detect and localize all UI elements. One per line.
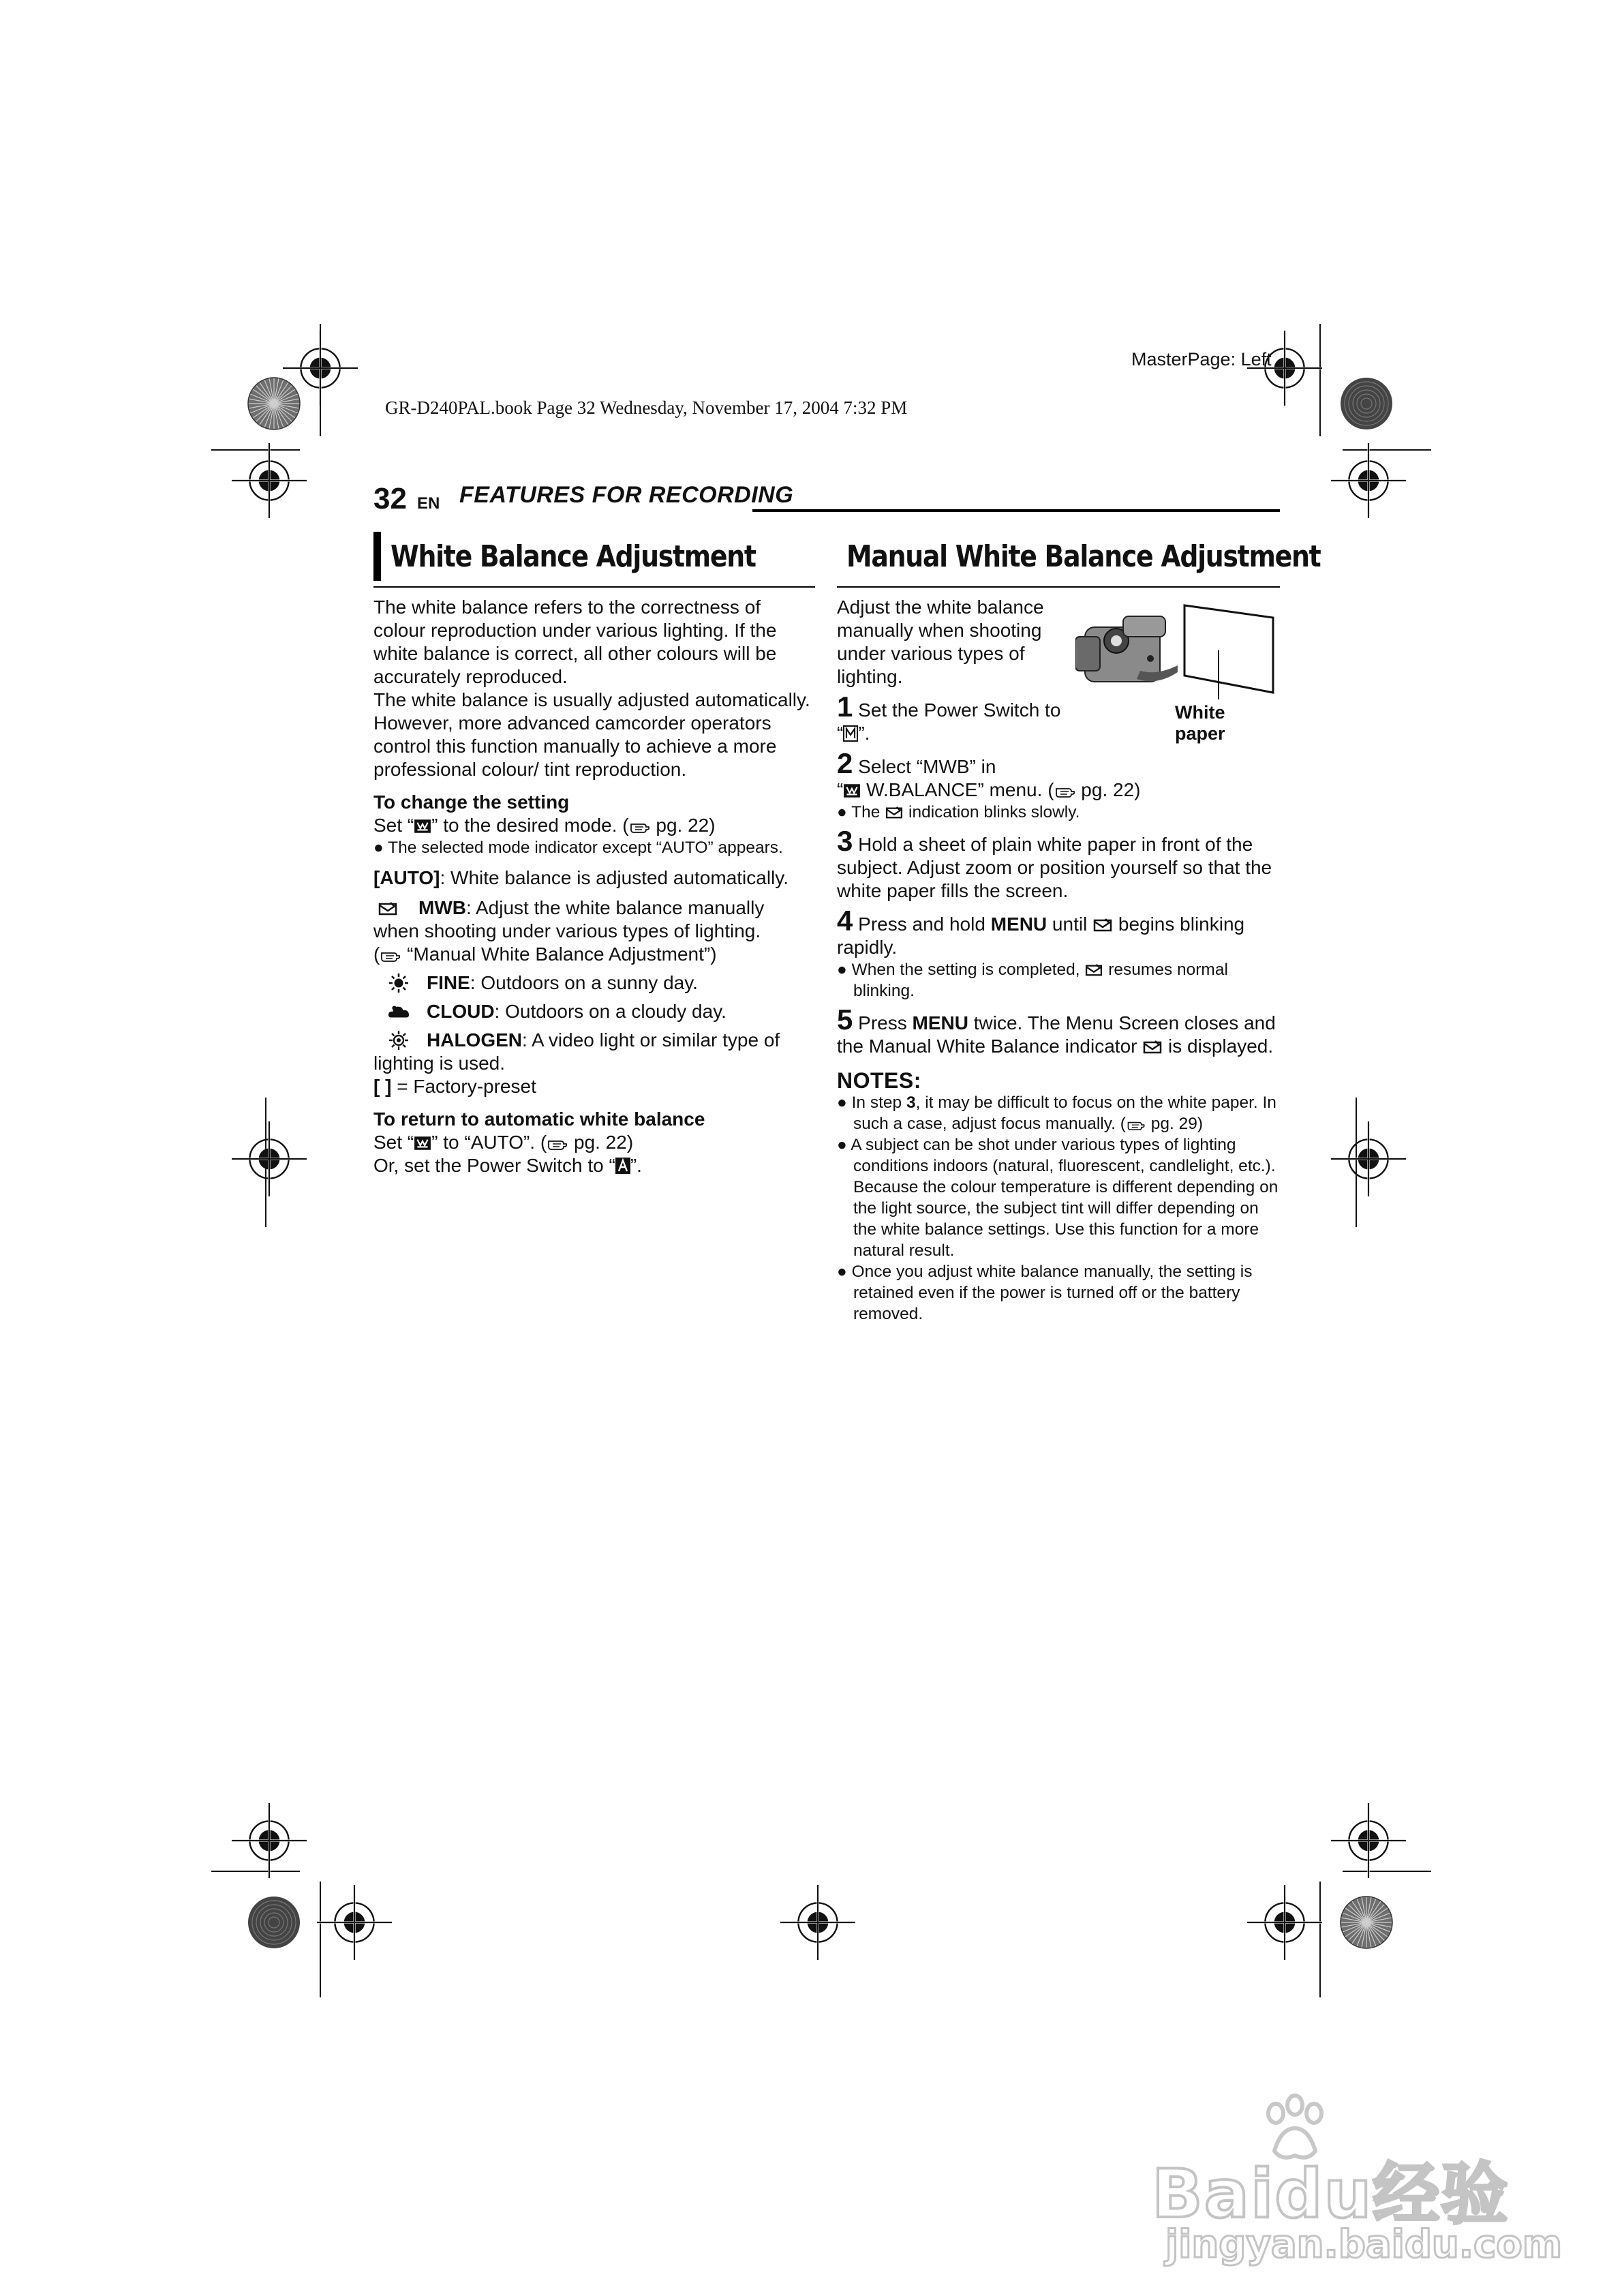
figure-label: White paper [1175, 702, 1225, 744]
intro-paragraph-1: The white balance refers to the correctness of colour reproduction under various lighting. If the white balance is correct, all other colours will be accurately reproduced. [373, 596, 777, 687]
change-bullet: ● The selected mode indicator except “AUTO” appears. [373, 839, 783, 857]
master-page-label: MasterPage: Left [1131, 349, 1272, 369]
halogen-option: HALOGEN: A video light or similar type of lighting is used. [373, 1029, 780, 1074]
note-2: ● A subject can be shot under various types of lighting conditions indoors (natural, fluorescent, candlelight, etc.). Because the colour temperature is different depending on the light source, the subject tint will differ depending on the white balance settings. Use this function for a more natural result. [837, 1136, 1279, 1260]
notes-heading: NOTES: [837, 1068, 921, 1093]
step-1: 1 Set the Power Switch to “ ”. [837, 691, 1061, 744]
fine-option: FINE: Outdoors on a sunny day. [373, 971, 815, 995]
section-heading-left [373, 532, 815, 581]
mwb-option: MWB: Adjust the white balance manually when shooting under various types of lighting. [373, 897, 765, 941]
step-3: 3 Hold a sheet of plain white paper in front of the subject. Adjust zoom or position yourself so that the white paper fills the screen. [837, 825, 1272, 901]
mwb-icon [1142, 1040, 1163, 1055]
cloud-option: CLOUD: Outdoors on a cloudy day. [373, 1000, 815, 1023]
left-column [373, 532, 815, 1177]
change-instruction: Set “ ” to the desired mode. ( pg. 22) [373, 815, 716, 836]
header-rule [752, 509, 1280, 512]
mwb-icon [378, 901, 398, 916]
section-heading-right [837, 532, 1321, 581]
return-instruction: Set “ ” to “AUTO”. ( pg. 22) [373, 1132, 634, 1153]
book-info: GR-D240PAL.book Page 32 Wednesday, November 17, 2004 7:32 PM [385, 397, 908, 418]
mode-m-icon [843, 725, 858, 742]
halogen-icon [388, 1030, 409, 1051]
return-power-switch: Or, set the Power Switch to “ ”. [373, 1155, 642, 1176]
camcorder-illustration [1075, 597, 1280, 699]
note-1: ● In step 3, it may be difficult to focus on the white paper. In such a case, adjust focus manually. ( pg. 29) [837, 1093, 1276, 1133]
note-3: ● Once you adjust white balance manually, the setting is retained even if the power is turned off or the battery removed. [837, 1263, 1253, 1323]
watermark-logo: Baidu经验 [1152, 2156, 1510, 2233]
menu-wb-icon [414, 1136, 431, 1151]
factory-preset-note: [ ] = Factory-preset [373, 1076, 536, 1097]
camcorder-figure [1075, 597, 1280, 747]
menu-wb-icon [843, 783, 861, 798]
step-5: 5 Press MENU twice. The Menu Screen closes and the Manual White Balance indicator is displayed. [837, 1003, 1276, 1057]
mwb-icon [1092, 918, 1113, 933]
section-rule [373, 586, 815, 588]
section-rule [837, 586, 1280, 588]
watermark-url: jingyan.baidu.com [1165, 2222, 1563, 2267]
pointing-hand-icon [1054, 786, 1076, 798]
heading-bar [373, 532, 381, 581]
mwb-icon [1084, 963, 1103, 977]
page-header [373, 479, 1280, 520]
intro-paragraph-2: The white balance is usually adjusted automatically. However, more advanced camcorder operators control this function manually to achieve a more professional colour/ tint reproduction. [373, 689, 810, 780]
mwb-reference: ( “Manual White Balance Adjustment”) [373, 943, 717, 965]
step-2: 2 Select “MWB” in [837, 747, 996, 779]
baidu-watermark [1152, 2093, 1574, 2270]
menu-wb-icon [414, 819, 431, 834]
mwb-icon [885, 806, 904, 819]
pointing-hand-icon [629, 821, 651, 834]
step-2-bullet: ● The indication blinks slowly. [837, 803, 1080, 821]
chapter-title: FEATURES FOR RECORDING [459, 482, 794, 508]
language-code: EN [417, 494, 440, 513]
pointing-hand-icon [1126, 1120, 1146, 1131]
step-2-menu: “ W.BALANCE” menu. ( pg. 22) [837, 779, 1141, 800]
step-4-bullet: ● When the setting is completed, resumes normal blinking. [837, 961, 1228, 1000]
step-4: 4 Press and hold MENU until begins blinking rapidly. [837, 905, 1245, 958]
subheading-return: To return to automatic white balance [373, 1108, 705, 1130]
intro-paragraph: Adjust the white balance manually when shooting under various types of lighting. [837, 596, 1044, 687]
right-column [837, 532, 1321, 1325]
section-title: White Balance Adjustment [391, 539, 756, 574]
subheading-change: To change the setting [373, 791, 570, 813]
mode-a-icon [615, 1158, 630, 1174]
pointing-hand-icon [380, 950, 401, 963]
sun-icon [388, 973, 409, 993]
section-title: Manual White Balance Adjustment [846, 539, 1321, 574]
auto-option: [AUTO]: White balance is adjusted automatically. [373, 867, 789, 888]
page-number: 32 [373, 482, 407, 515]
cloud-icon [387, 1003, 410, 1021]
pointing-hand-icon [547, 1138, 568, 1151]
